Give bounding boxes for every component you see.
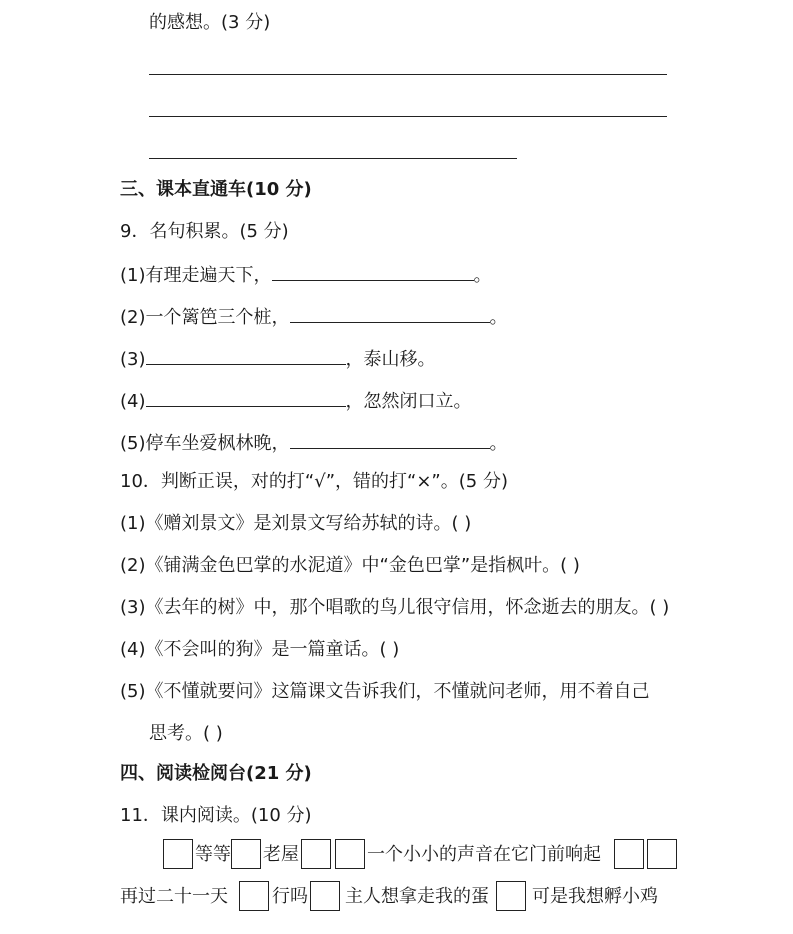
q9-item-2-blank[interactable] bbox=[290, 304, 490, 323]
q9-item-1-suffix: 。 bbox=[473, 265, 492, 286]
punctuation-box[interactable] bbox=[231, 839, 261, 869]
q11-row1-text-3: 一个小小的声音在它门前响起 bbox=[367, 844, 601, 865]
q11-title: 11．课内阅读。(10 分) bbox=[120, 805, 312, 826]
q10-item-1: (1)《赠刘景文》是刘景文写给苏轼的诗。( ) bbox=[120, 513, 472, 534]
q9-item-2 bbox=[120, 304, 508, 330]
q9-item-5-blank[interactable] bbox=[290, 430, 490, 449]
answer-line-2[interactable] bbox=[149, 116, 667, 117]
section-3-heading: 三、课本直通车(10 分) bbox=[120, 179, 312, 200]
q10-item-3: (3)《去年的树》中，那个唱歌的鸟儿很守信用，怀念逝去的朋友。( ) bbox=[120, 597, 670, 618]
q9-item-5-suffix: 。 bbox=[489, 433, 508, 454]
punctuation-box[interactable] bbox=[496, 881, 526, 911]
answer-line-3[interactable] bbox=[149, 158, 517, 159]
q9-item-3 bbox=[120, 346, 436, 372]
q11-row2-text-4: 可是我想孵小鸡 bbox=[532, 886, 658, 907]
punctuation-box[interactable] bbox=[647, 839, 677, 869]
q10-item-5: (5)《不懂就要问》这篇课文告诉我们，不懂就问老师，用不着自己 bbox=[120, 681, 650, 702]
q9-item-5 bbox=[120, 430, 508, 456]
q9-title: 9．名句积累。(5 分) bbox=[120, 221, 289, 242]
q9-item-4-prefix: (4) bbox=[120, 391, 146, 412]
q11-row1-text-2: 老屋 bbox=[263, 844, 299, 865]
q9-item-4-blank[interactable] bbox=[146, 388, 346, 407]
q9-item-2-suffix: 。 bbox=[489, 307, 508, 328]
punctuation-box[interactable] bbox=[614, 839, 644, 869]
section-4-heading: 四、阅读检阅台(21 分) bbox=[120, 763, 312, 784]
q9-item-4 bbox=[120, 388, 472, 414]
q9-item-4-suffix: ，忽然闭口立。 bbox=[345, 391, 472, 412]
q9-item-3-suffix: ，泰山移。 bbox=[345, 349, 436, 370]
punctuation-box[interactable] bbox=[335, 839, 365, 869]
q11-row2-text-3: 主人想拿走我的蛋 bbox=[345, 886, 489, 907]
question-tail-text: 的感想。(3 分) bbox=[149, 12, 271, 33]
q9-item-2-prefix: (2)一个篱笆三个桩， bbox=[120, 307, 290, 328]
punctuation-box[interactable] bbox=[239, 881, 269, 911]
q9-item-3-prefix: (3) bbox=[120, 349, 146, 370]
q9-item-1 bbox=[120, 262, 492, 288]
q11-row1-text-1: 等等 bbox=[195, 844, 231, 865]
q11-row2-text-2: 行吗 bbox=[272, 886, 308, 907]
q9-item-1-blank[interactable] bbox=[272, 262, 474, 281]
q9-item-3-blank[interactable] bbox=[146, 346, 346, 365]
punctuation-box[interactable] bbox=[301, 839, 331, 869]
q11-row2-text-1: 再过二十一天 bbox=[120, 886, 228, 907]
punctuation-box[interactable] bbox=[163, 839, 193, 869]
answer-line-1[interactable] bbox=[149, 74, 667, 75]
q10-item-4: (4)《不会叫的狗》是一篇童话。( ) bbox=[120, 639, 400, 660]
q10-item-5-continued: 思考。( ) bbox=[149, 723, 223, 744]
punctuation-box[interactable] bbox=[310, 881, 340, 911]
q9-item-1-prefix: (1)有理走遍天下， bbox=[120, 265, 272, 286]
q9-item-5-prefix: (5)停车坐爱枫林晚， bbox=[120, 433, 290, 454]
q10-item-2: (2)《铺满金色巴掌的水泥道》中“金色巴掌”是指枫叶。( ) bbox=[120, 555, 580, 576]
q10-title: 10．判断正误，对的打“√”，错的打“×”。(5 分) bbox=[120, 471, 508, 492]
